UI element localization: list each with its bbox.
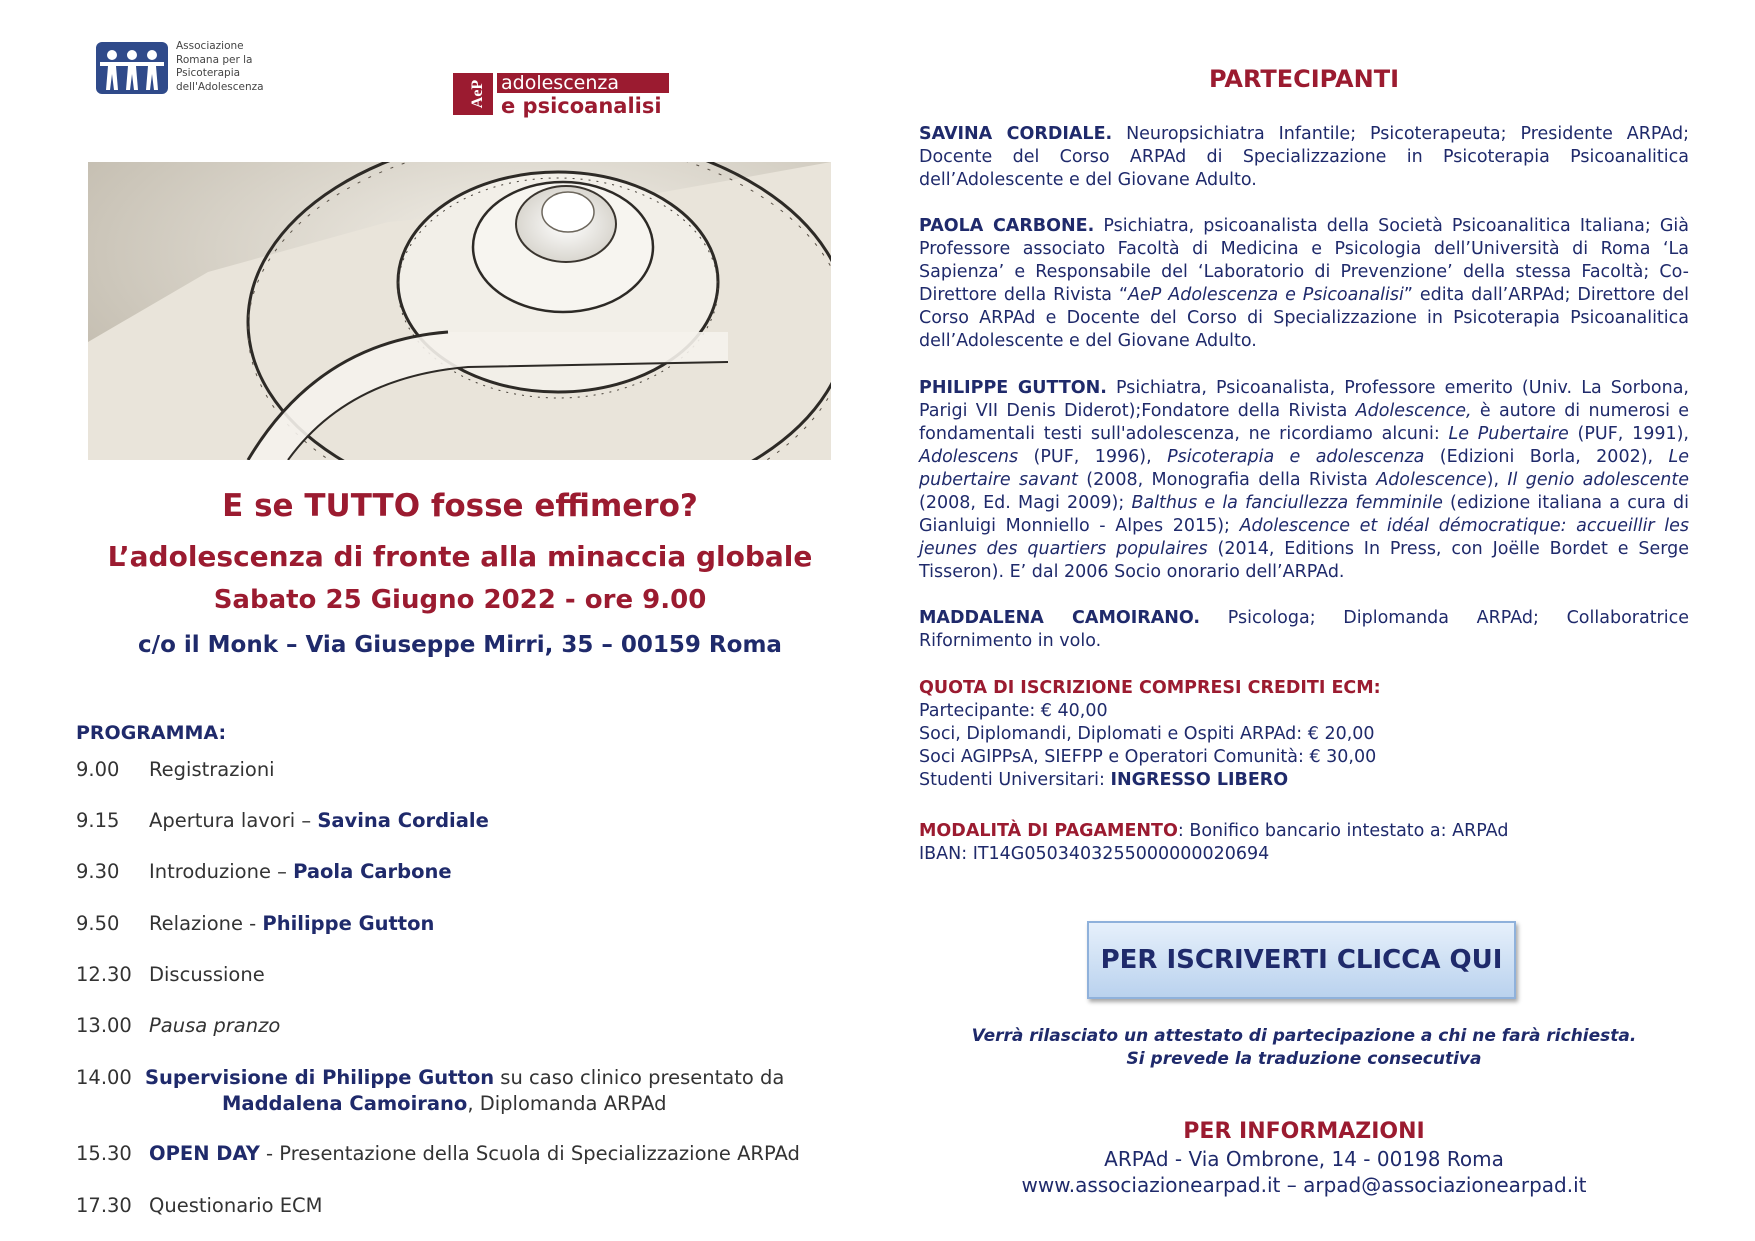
participant-bio: (Edizioni Borla, 2002), bbox=[1424, 447, 1669, 467]
arpad-logo bbox=[96, 40, 296, 96]
certificate-note: Verrà rilasciato un attestato di partecipazione a chi ne farà richiesta. bbox=[971, 1026, 1637, 1046]
program-time: 17.30 bbox=[76, 1194, 132, 1217]
quota-line bbox=[919, 769, 1689, 792]
program-item bbox=[76, 808, 489, 834]
program-text: Apertura lavori – bbox=[149, 809, 318, 832]
program-speaker: Maddalena Camoirano bbox=[222, 1092, 468, 1115]
participant-bio: (PUF, 1996), bbox=[1018, 447, 1168, 467]
program-item bbox=[76, 859, 452, 885]
pagamento-line bbox=[919, 820, 1689, 843]
program-time: 9.00 bbox=[76, 758, 120, 781]
quota-line: Soci, Diplomandi, Diplomati e Ospiti ARPAd: € 20,00 bbox=[919, 724, 1375, 744]
participant-bio: Le Pubertaire bbox=[1448, 424, 1569, 444]
participant-name: PAOLA CARBONE. bbox=[919, 216, 1095, 236]
program-text: - Presentazione della Scuola di Specializzazione ARPAd bbox=[259, 1142, 800, 1165]
program-time: 14.00 bbox=[76, 1066, 132, 1089]
quota-line: Partecipante: € 40,00 bbox=[919, 701, 1108, 721]
participant-bio: Le pubertaire savant bbox=[919, 447, 1690, 490]
bio-maddalena-camoirano bbox=[919, 607, 1689, 653]
pagamento-text: : Bonifico bancario intestato a: ARPAd bbox=[1177, 821, 1509, 841]
program-item bbox=[76, 962, 265, 988]
program-speaker: Savina Cordiale bbox=[317, 809, 489, 832]
program-text: Questionario ECM bbox=[149, 1194, 323, 1217]
participant-bio: (2008, Ed. Magi 2009); bbox=[919, 493, 1132, 513]
aep-logo bbox=[453, 73, 673, 117]
pagamento-heading: MODALITÀ DI PAGAMENTO bbox=[919, 821, 1178, 841]
quota-line: Soci AGIPPsA, SIEFPP e Operatori Comunità: € 30,00 bbox=[919, 747, 1377, 767]
participant-bio: Neuropsichiatra Infantile; Psicoterapeuta; Presidente ARPAd; Docente del Corso ARPAd di Specializzazione in Psicoterapia Psicoanalitica dell’Adolescente e del Giovane Adulto. bbox=[919, 124, 1689, 190]
participant-name: SAVINA CORDIALE. bbox=[919, 124, 1113, 144]
program-speaker: Paola Carbone bbox=[293, 860, 452, 883]
participant-bio: (2008, Monografia della Rivista bbox=[1077, 470, 1377, 490]
event-venue: c/o il Monk – Via Giuseppe Mirri, 35 – 00159 Roma bbox=[138, 632, 782, 658]
program-time: 15.30 bbox=[76, 1142, 132, 1165]
program-speaker: Supervisione di Philippe Gutton bbox=[145, 1066, 495, 1089]
program-text: Discussione bbox=[149, 963, 265, 986]
svg-text:AeP: AeP bbox=[469, 79, 486, 109]
participant-bio: AeP Adolescenza e Psicoanalisi bbox=[1128, 285, 1404, 305]
program-time: 9.15 bbox=[76, 809, 120, 832]
program-item bbox=[76, 911, 434, 937]
program-text: Relazione - bbox=[149, 912, 263, 935]
program-text: , Diplomanda ARPAd bbox=[467, 1092, 667, 1115]
program-item bbox=[76, 1065, 785, 1115]
spiral-staircase-photo bbox=[88, 162, 831, 460]
register-button[interactable]: PER ISCRIVERTI CLICCA QUI bbox=[1087, 921, 1516, 999]
bio-paola-carbone bbox=[919, 215, 1689, 353]
partecipanti-heading: PARTECIPANTI bbox=[1208, 65, 1400, 93]
program-time: 13.00 bbox=[76, 1014, 132, 1037]
arpad-logo-line: Romana per la bbox=[176, 53, 253, 66]
event-date: Sabato 25 Giugno 2022 - ore 9.00 bbox=[213, 585, 707, 615]
participant-bio: Adolescence bbox=[1376, 470, 1487, 490]
bio-savina-cordiale bbox=[919, 123, 1689, 192]
program-text: Registrazioni bbox=[149, 758, 275, 781]
participant-bio: (edizione italiana a cura di Gianluigi Monniello - Alpes 2015); bbox=[919, 493, 1689, 536]
program-item bbox=[76, 1141, 800, 1167]
program-speaker: Philippe Gutton bbox=[262, 912, 435, 935]
programma-heading: PROGRAMMA: bbox=[76, 722, 227, 744]
participant-bio: Il genio adolescente bbox=[1507, 470, 1690, 490]
program-item bbox=[76, 1193, 323, 1219]
participant-bio: ), bbox=[1486, 470, 1508, 490]
students-value: INGRESSO LIBERO bbox=[1110, 770, 1289, 790]
participant-bio: Psicologa; Diplomanda ARPAd; Collaboratrice Rifornimento in volo. bbox=[919, 608, 1689, 651]
participant-bio: Adolescence et idéal démocratique: accueillir les jeunes des quartiers populaires bbox=[919, 516, 1689, 559]
info-heading: PER INFORMAZIONI bbox=[1183, 1119, 1425, 1144]
arpad-figures-icon bbox=[96, 42, 168, 94]
event-title: E se TUTTO fosse effimero? bbox=[222, 488, 698, 524]
program-time: 9.30 bbox=[76, 860, 120, 883]
participant-bio: Psichiatra, psicoanalista della Società Psicoanalitica Italiana; Già Professore associato Facoltà di Medicina e Psicologia dell’Università di Roma ‘La Sapienza’ e Responsabile del ‘Laboratorio di Prevenzione’ della stessa Facoltà; Co-Direttore della Rivista “ bbox=[919, 216, 1689, 305]
arpad-logo-line: Associazione bbox=[176, 40, 244, 52]
participant-bio: Adolescens bbox=[919, 447, 1019, 467]
program-text: Introduzione – bbox=[149, 860, 294, 883]
participant-bio: Adolescence, bbox=[1355, 401, 1472, 421]
event-subtitle: L’adolescenza di fronte alla minaccia globale bbox=[107, 540, 813, 573]
info-address: ARPAd - Via Ombrone, 14 - 00198 Roma bbox=[1104, 1147, 1504, 1171]
program-item bbox=[76, 757, 275, 783]
aep-logo-line2: e psicoanalisi bbox=[501, 94, 662, 118]
pagamento-block bbox=[919, 820, 1689, 866]
program-item bbox=[76, 1013, 280, 1039]
participant-bio: Balthus e la fanciullezza femminile bbox=[1131, 493, 1443, 513]
participant-bio: ” edita dall’ARPAd; Direttore del Corso ARPAd e Docente del Corso di Specializzazione in Psicoterapia Psicoanalitica dell’Adolescente e del Giovane Adulto. bbox=[919, 285, 1689, 351]
program-text: Pausa pranzo bbox=[149, 1014, 281, 1037]
participant-bio: (2014, Editions In Press, con Joëlle Bordet e Serge Tisseron). E’ dal 2006 Socio onorario dell’ARPAd. bbox=[919, 539, 1689, 582]
participant-bio: Psicoterapia e adolescenza bbox=[1167, 447, 1425, 467]
aep-logo-line1: adolescenza bbox=[497, 73, 669, 93]
program-text: su caso clinico presentato da bbox=[494, 1066, 785, 1089]
program-time: 9.50 bbox=[76, 912, 120, 935]
program-speaker: OPEN DAY bbox=[149, 1142, 260, 1165]
participant-name: PHILIPPE GUTTON. bbox=[919, 378, 1107, 398]
arpad-logo-line: Psicoterapia bbox=[176, 67, 241, 79]
quota-heading: QUOTA DI ISCRIZIONE COMPRESI CREDITI ECM: bbox=[919, 678, 1381, 698]
participant-bio: Psichiatra, Psicoanalista, Professore emerito (Univ. La Sorbona, Parigi VII Denis Diderot);Fondatore della Rivista bbox=[919, 378, 1689, 421]
participant-name: MADDALENA CAMOIRANO. bbox=[919, 608, 1201, 628]
participant-bio: (PUF, 1991), bbox=[1568, 424, 1689, 444]
program-time: 12.30 bbox=[76, 963, 132, 986]
students-label: Studenti Universitari: bbox=[919, 770, 1111, 790]
info-contacts[interactable]: www.associazionearpad.it – arpad@associazionearpad.it bbox=[1021, 1173, 1587, 1197]
translation-note: Si prevede la traduzione consecutiva bbox=[1126, 1049, 1482, 1069]
aep-mark-icon bbox=[453, 73, 493, 115]
quota-block bbox=[919, 677, 1689, 792]
iban: IBAN: IT14G0503403255000000020694 bbox=[919, 844, 1270, 864]
bio-philippe-gutton bbox=[919, 377, 1689, 584]
arpad-logo-line: dell'Adolescenza bbox=[176, 80, 264, 93]
participant-bio: è autore di numerosi e fondamentali testi sull'adolescenza, ne ricordiamo alcuni: bbox=[919, 401, 1689, 444]
